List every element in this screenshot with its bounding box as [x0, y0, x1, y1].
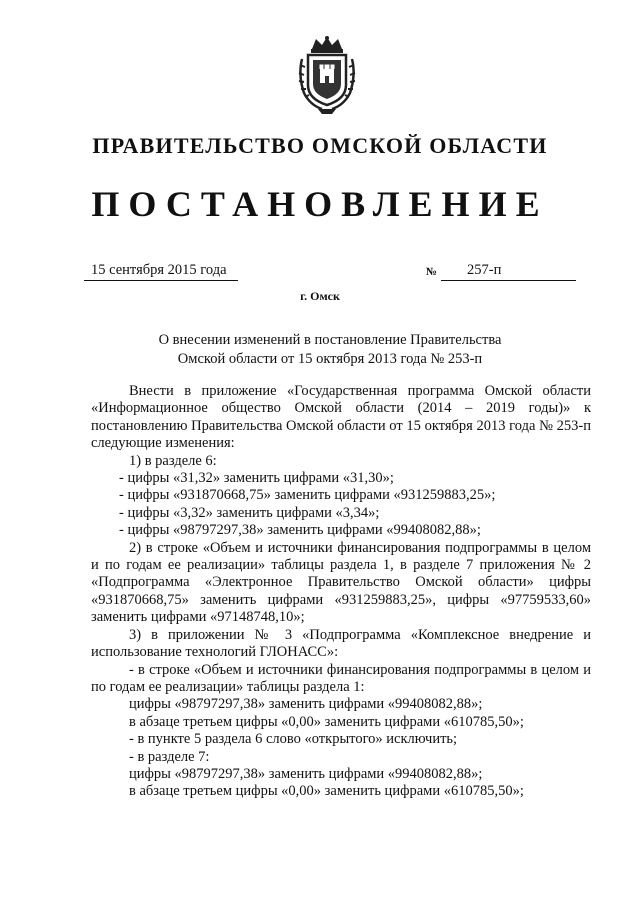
item-1-change-a: - цифры «31,32» заменить цифрами «31,30»;: [119, 470, 394, 487]
intro-paragraph: Внести в приложение «Государственная программа Омской области «Информационное общество Омской области (2014 – 2019 годы)» к постановлению Правительства Омской области от 15 октября 2013 года № 253-п следующие изменения:: [91, 383, 591, 452]
document-body: [91, 383, 591, 801]
date-underline: [84, 280, 238, 281]
document-date: 15 сентября 2015 года: [91, 262, 227, 278]
item-3-change-c: - в разделе 7:: [129, 748, 210, 765]
city-label: г. Омск: [300, 289, 340, 303]
subject-line-1: О внесении изменений в постановление Правительства: [158, 332, 502, 348]
item-3-change-b: - в пункте 5 раздела 6 слово «открытого» исключить;: [129, 731, 458, 748]
document-subject: [130, 331, 530, 369]
item-1-heading: 1) в разделе 6:: [129, 452, 217, 469]
subject-line-2: Омской области от 15 октября 2013 года № 253-п: [177, 351, 483, 367]
item-1-change-c: - цифры «3,32» заменить цифрами «3,34»;: [119, 504, 380, 521]
number-underline: [441, 280, 576, 281]
item-3-heading: 3) в приложении № 3 «Подпрограмма «Комплексное внедрение и использование технологий ГЛОНАСС»:: [91, 626, 591, 661]
government-title: ПРАВИТЕЛЬСТВО ОМСКОЙ ОБЛАСТИ: [92, 133, 548, 158]
coat-of-arms-emblem: [292, 35, 362, 115]
item-3-change-a-1: цифры «98797297,38» заменить цифрами «99408082,88»;: [129, 696, 483, 713]
number-sign: №: [426, 266, 438, 278]
document-number: 257-п: [467, 262, 502, 278]
item-3-change-c-1: цифры «98797297,38» заменить цифрами «99408082,88»;: [129, 765, 483, 782]
item-1-change-d: - цифры «98797297,38» заменить цифрами «99408082,88»;: [119, 522, 481, 539]
item-2-paragraph: 2) в строке «Объем и источники финансирования подпрограммы в целом и по годам ее реализации» таблицы раздела 1, в разделе 7 приложения № 2 «Подпрограмма «Электронное Правительство Омской области» цифры «931870668,75» заменить цифрами «931259883,25», цифры «97759533,60» заменить цифрами «97148748,10»;: [91, 539, 591, 626]
item-3-change-a: - в строке «Объем и источники финансирования подпрограммы в целом и по годам ее реализации» таблицы раздела 1:: [91, 661, 591, 695]
item-1-change-b: - цифры «931870668,75» заменить цифрами «931259883,25»;: [119, 487, 496, 504]
item-3-change-a-2: в абзаце третьем цифры «0,00» заменить цифрами «610785,50»;: [129, 713, 524, 730]
document-type-title: ПОСТАНОВЛЕНИЕ: [91, 184, 549, 224]
item-3-change-c-2: в абзаце третьем цифры «0,00» заменить цифрами «610785,50»;: [129, 783, 524, 800]
